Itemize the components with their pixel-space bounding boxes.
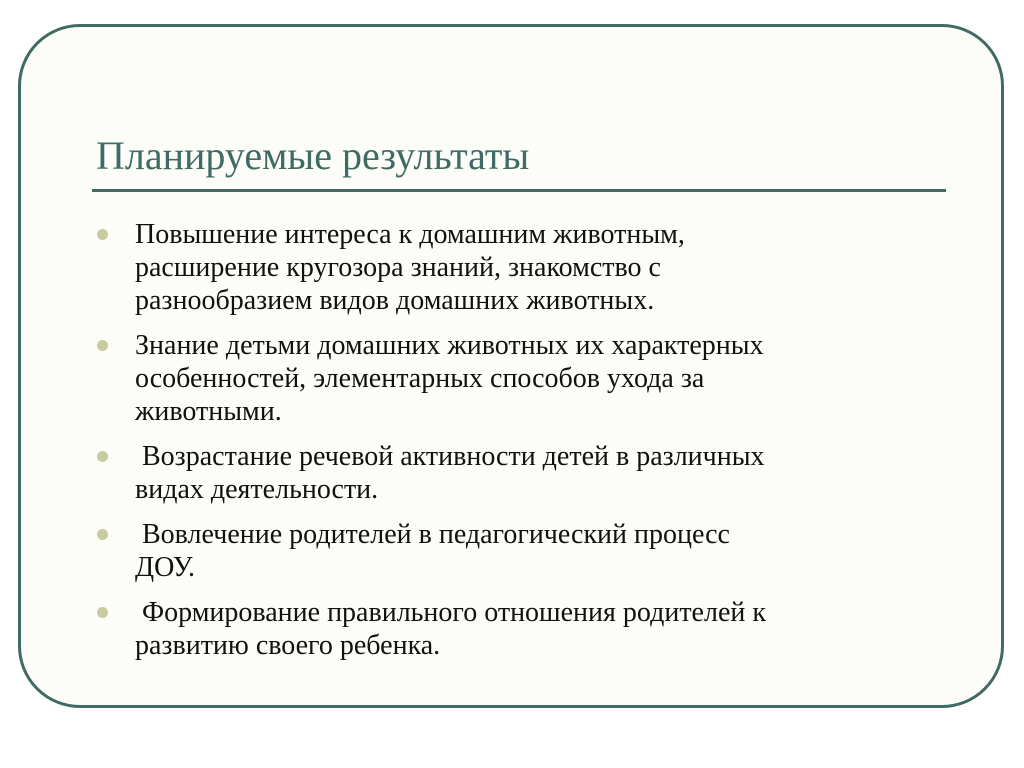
bullet-text: Знание детьми домашних животных их характерных особенностей, элементарных способов ухода за животными.	[135, 330, 764, 427]
bullet-item	[96, 218, 926, 317]
bullet-item	[96, 518, 926, 584]
bullet-dot-icon	[97, 340, 108, 351]
bullet-text: Формирование правильного отношения родителей к развитию своего ребенка.	[135, 597, 766, 661]
bullet-item	[96, 440, 926, 506]
bullet-text: Возрастание речевой активности детей в различных видах деятельности.	[135, 441, 765, 505]
bullet-item	[96, 596, 926, 662]
bullet-dot-icon	[97, 607, 108, 618]
bullet-item	[96, 329, 926, 428]
bullet-text: Вовлечение родителей в педагогический процесс ДОУ.	[135, 519, 730, 583]
bullet-text: Повышение интереса к домашним животным, расширение кругозора знаний, знакомство с разнообразием видов домашних животных.	[135, 219, 685, 316]
title-divider	[92, 189, 946, 192]
bullet-dot-icon	[97, 529, 108, 540]
slide-title: Планируемые результаты	[96, 133, 530, 178]
bullet-dot-icon	[97, 229, 108, 240]
bullet-dot-icon	[97, 451, 108, 462]
bullet-list	[96, 218, 926, 674]
